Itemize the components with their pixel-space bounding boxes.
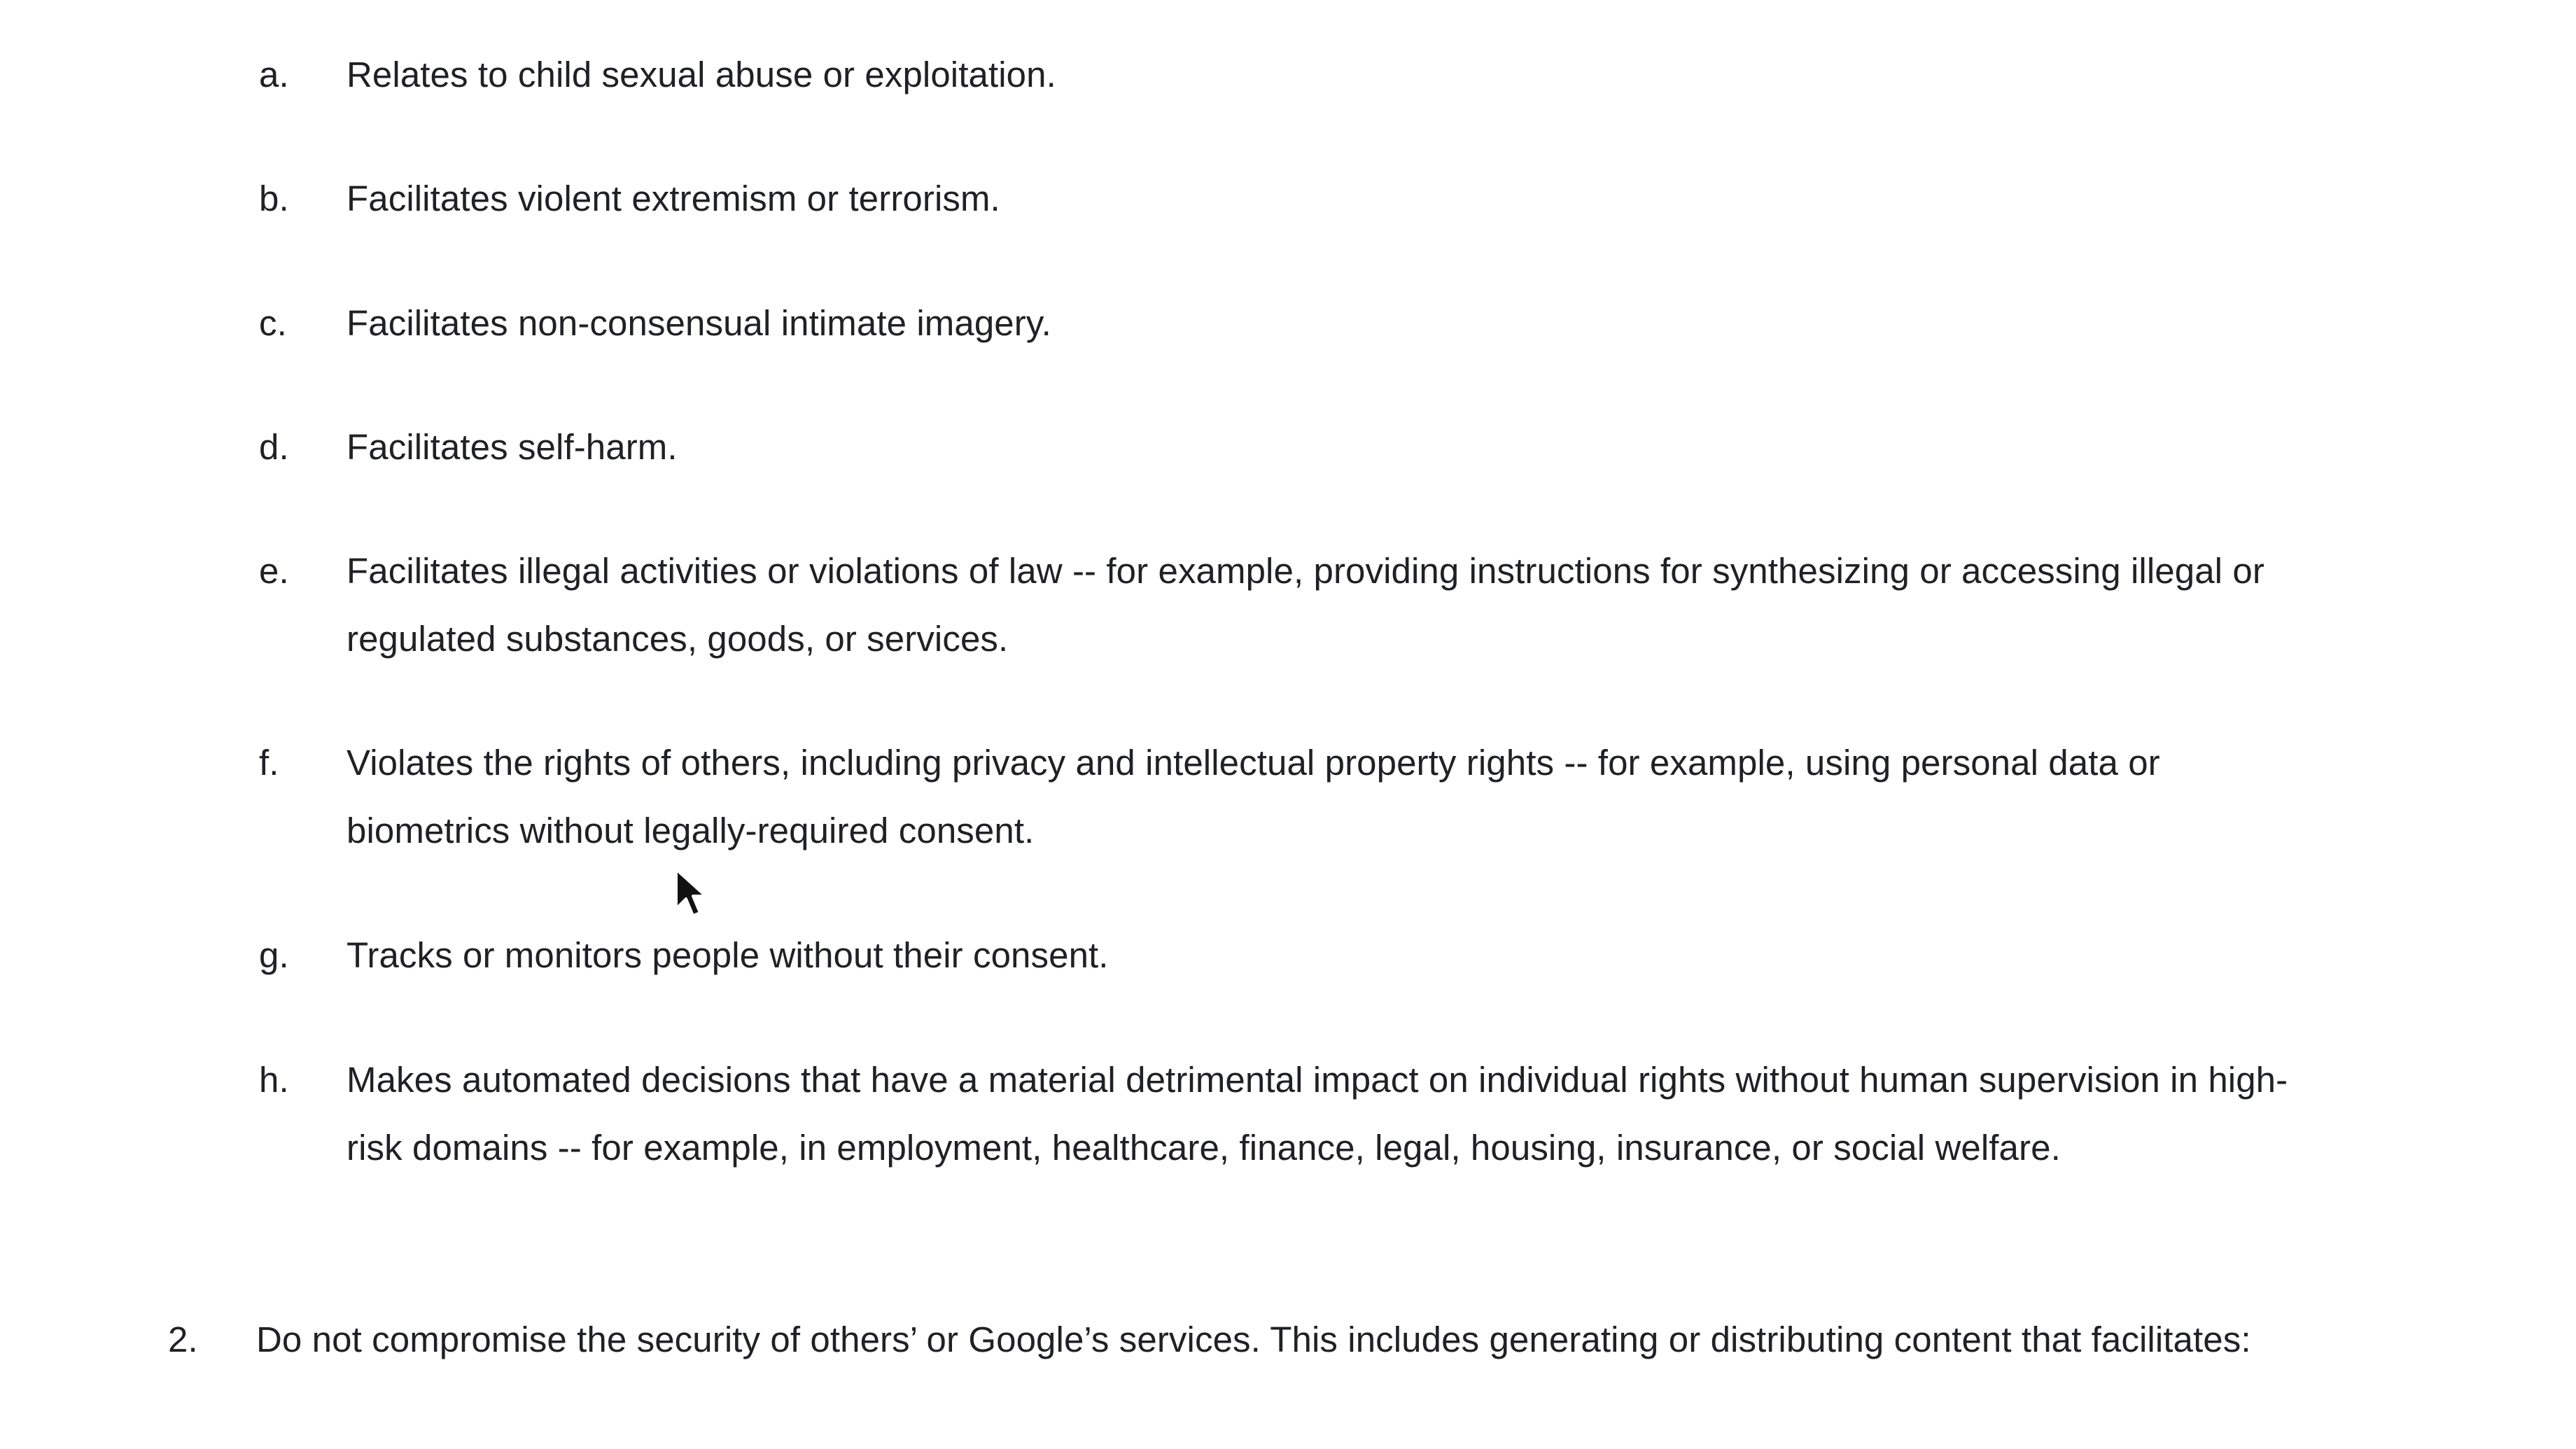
list-marker: b.: [259, 178, 289, 218]
list-marker: a.: [259, 55, 289, 94]
list-marker: g.: [259, 935, 289, 975]
list-item-text: Relates to child sexual abuse or exploitation.: [346, 55, 1056, 94]
list-item-text: Tracks or monitors people without their consent.: [346, 935, 1109, 975]
list-item-text: Violates the rights of others, including privacy and intellectual property rights -- for example, using personal data or biometrics without legally-required consent.: [346, 743, 2160, 850]
list-item-text: Facilitates non-consensual intimate imagery.: [346, 303, 1051, 343]
list-marker: e.: [259, 551, 289, 591]
list-item-text: Makes automated decisions that have a material detrimental impact on individual rights without human supervision in high-risk domains -- for example, in employment, healthcare, finance, legal, housing, insurance, or social welfare.: [346, 1060, 2288, 1168]
list-item-text: Facilitates illegal activities or violations of law -- for example, providing instructions for synthesizing or accessing illegal or regulated substances, goods, or services.: [346, 551, 2264, 659]
list-marker: d.: [259, 427, 289, 467]
list-marker: c.: [259, 303, 287, 343]
list-item-text: Do not compromise the security of others’ or Google’s services. This includes generating or distributing content that facilitates:: [256, 1320, 2251, 1359]
list-marker: f.: [259, 743, 279, 783]
list-item-text: Facilitates violent extremism or terrorism.: [346, 178, 1000, 218]
list-item-text: Facilitates self-harm.: [346, 427, 678, 467]
mouse-pointer-icon: [673, 867, 710, 921]
list-number: 2.: [168, 1320, 198, 1359]
list-marker: h.: [259, 1060, 289, 1100]
